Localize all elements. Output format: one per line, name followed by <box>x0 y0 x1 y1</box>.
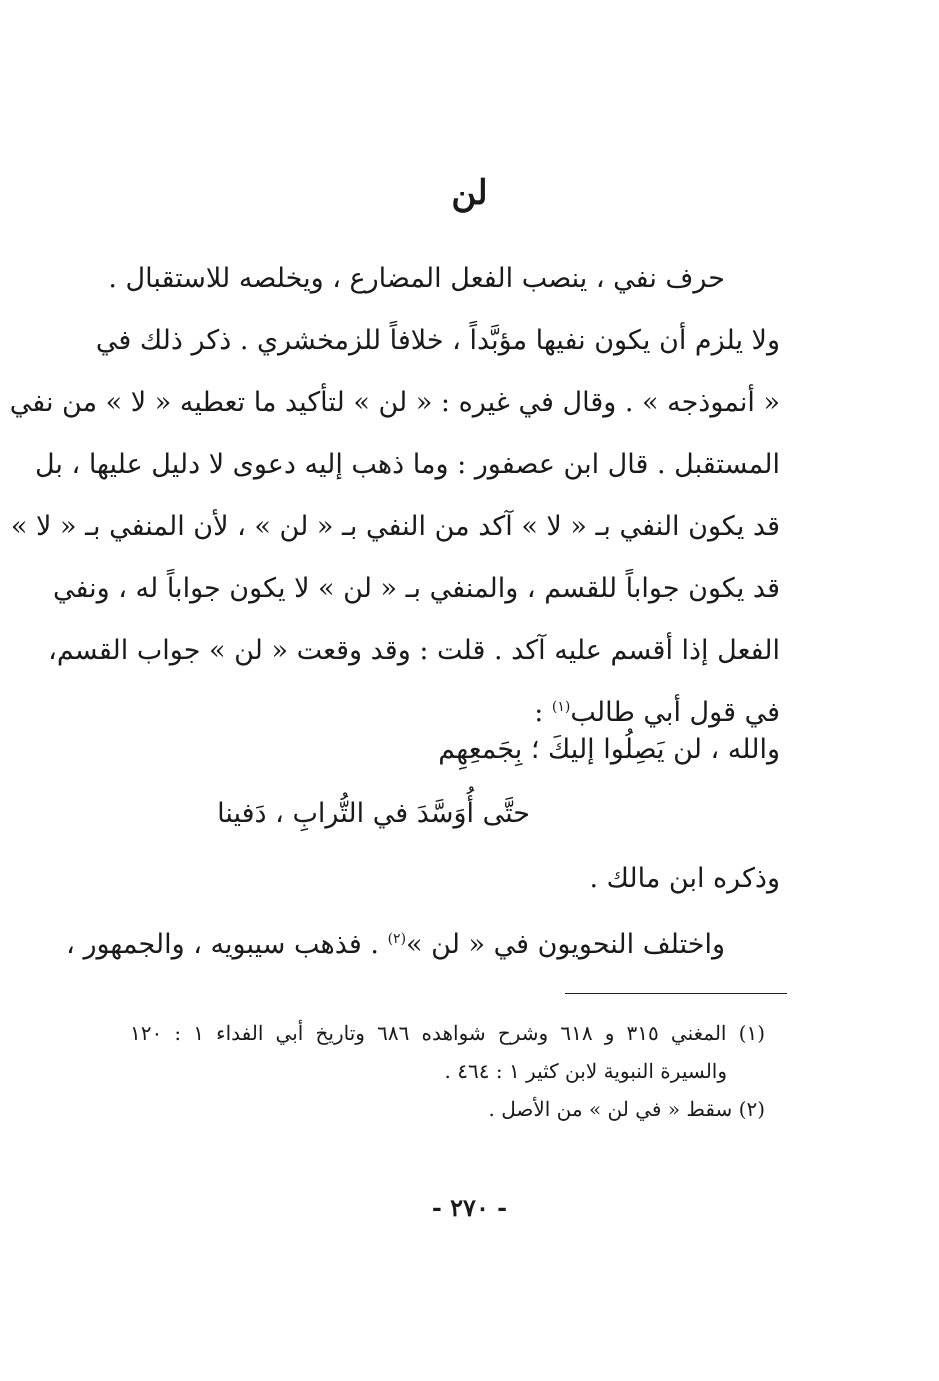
text-line <box>66 914 780 976</box>
text-segment: في قول أبي طالب <box>570 697 780 728</box>
footnotes <box>130 1014 765 1128</box>
verse-second-hemistich: حتَّى أُوَسَّدَ في التُّرابِ ، دَفينا <box>217 798 530 829</box>
text-line: قد يكون النفي بـ « لا » آكد من النفي بـ « لن » ، لأن المنفي بـ « لا » <box>10 511 780 542</box>
verse-first-hemistich: والله ، لن يَصِلُوا إليكَ ؛ بِجَمعِهِم <box>438 734 780 765</box>
footnote-line: (١) المغني ٣١٥ و ٦١٨ وشرح شواهده ٦٨٦ وتاريخ أبي الفداء ١ : ١٢٠ <box>130 1021 765 1045</box>
text-line: « أنموذجه » . وقال في غيره : « لن » لتأكيد ما تعطيه « لا » من نفي <box>9 387 780 418</box>
text-line: الفعل إذا أقسم عليه آكد . قلت : وقد وقعت « لن » جواب القسم، <box>48 635 780 666</box>
second-paragraph <box>66 914 780 976</box>
after-verse-paragraph <box>130 848 780 910</box>
footnote-line: والسيرة النبوية لابن كثير ١ : ٤٦٤ . <box>444 1059 727 1083</box>
text-line: حرف نفي ، ينصب الفعل المضارع ، ويخلصه للاستقبال . <box>108 263 725 294</box>
main-paragraph <box>9 248 780 744</box>
entry-title: لن <box>451 173 488 213</box>
text-line: المستقبل . قال ابن عصفور : وما ذهب إليه دعوى لا دليل عليها ، بل <box>34 449 780 480</box>
text-segment: . فذهب سيبويه ، والجمهور ، <box>66 929 388 960</box>
text-segment: واختلف النحويون في « لن » <box>406 929 725 960</box>
footnote-line: (٢) سقط « في لن » من الأصل . <box>488 1097 765 1121</box>
text-segment: : <box>534 697 552 728</box>
page-number: - ٢٧٠ - <box>431 1193 508 1222</box>
footnote-separator <box>565 993 787 994</box>
footnote-reference: (٢) <box>387 931 407 947</box>
text-line: ولا يلزم أن يكون نفيها مؤبَّداً ، خلافاً للزمخشري . ذكر ذلك في <box>95 325 780 356</box>
text-line: قد يكون جواباً للقسم ، والمنفي بـ « لن » لا يكون جواباً له ، ونفي <box>52 573 780 604</box>
footnote-reference: (١) <box>551 699 571 715</box>
text-line: وذكره ابن مالك . <box>589 863 780 894</box>
